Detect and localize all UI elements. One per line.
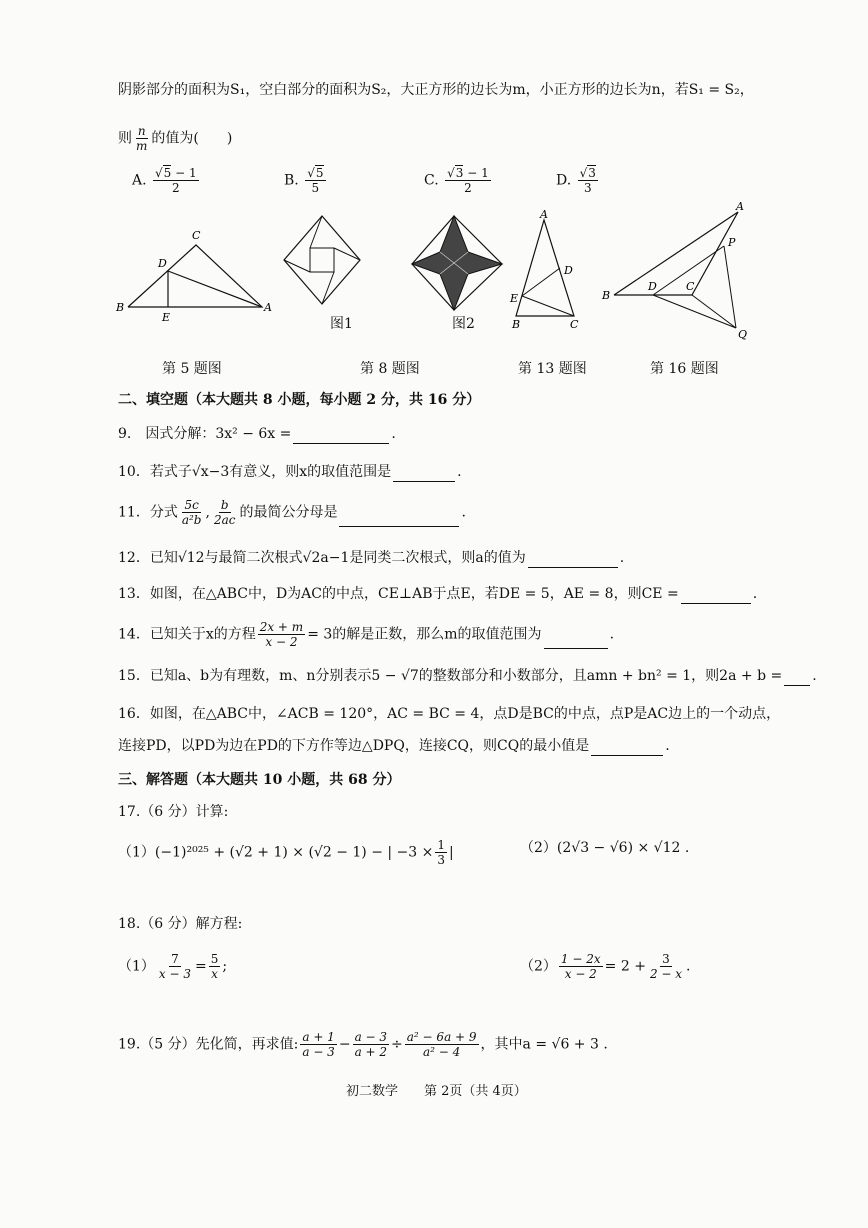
figure-16 (598, 200, 758, 340)
fig16-label-a: A (736, 200, 744, 213)
figure-8-2 (410, 212, 510, 312)
question-12: 12．已知√12与最简二次根式√2a−1是同类二次根式，则a的值为 . (118, 550, 625, 566)
fig5-label-d: D (158, 257, 167, 270)
question-18-part-2: （2） $\frac{1 - 2x}{x - 2}$ = 2 + $\frac{3}{2 - x}$ . (520, 952, 691, 981)
fig16-label-c: C (686, 280, 695, 293)
question-13: 13．如图，在△ABC中，D为AC的中点，CE⊥AB于点E，若DE = 5，AE = 8，则CE = . (118, 586, 758, 602)
question-14: 14．已知关于x的方程 $\frac{2x + m}{x - 2}$ = 3的解是正数，那么m的取值范围为 . (118, 620, 615, 649)
question-16-line-1: 16．如图，在△ABC中，∠ACB = 120°，AC = BC = 4，点D是BC的中点，点P是AC边上的一个动点， (118, 706, 781, 722)
fig8-1-caption: 图1 (330, 316, 353, 332)
fig13-label-b: B (512, 318, 521, 331)
fig16-label-q: Q (738, 328, 748, 341)
option-b: B. $\frac{√5}{5}$ (284, 166, 324, 195)
question-15: 15．已知a、b为有理数，m、n分别表示5 − √7的整数部分和小数部分，且amn + bn² = 1，则2a + b = . (118, 668, 817, 684)
fig13-caption: 第 13 题图 (518, 361, 587, 377)
fig5-label-c: C (192, 229, 201, 242)
page-footer: 初二数学 第 2页（共 4页） (346, 1084, 527, 1099)
fig5-label-e: E (162, 311, 171, 324)
figure-13 (506, 208, 596, 332)
fig16-caption: 第 16 题图 (650, 361, 719, 377)
fig13-label-c: C (570, 318, 579, 331)
section-2-heading: 二、填空题（本大题共 8 小题，每小题 2 分，共 16 分） (118, 392, 481, 408)
fig13-label-d: D (564, 264, 573, 277)
fig13-label-a: A (540, 208, 548, 221)
fig5-label-a: A (264, 301, 272, 314)
option-d: D. $\frac{√3}{3}$ (556, 166, 596, 195)
question-18-part-1: （1） $\frac{7}{x - 3}$ = $\frac{5}{x}$ ; (118, 952, 228, 981)
fig16-label-d: D (648, 280, 657, 293)
fig5-caption: 第 5 题图 (162, 361, 222, 377)
figure-8-1 (282, 212, 372, 312)
fig16-label-b: B (602, 289, 611, 302)
question-17-title: 17.（6 分）计算: (118, 804, 229, 820)
question-17-part-1: （1）(−1)²⁰²⁵ + (√2 + 1) × (√2 − 1) − | −3 × $\frac{1}{3}$ | (118, 838, 454, 867)
question-9: 9. 因式分解：3x² − 6x = . (118, 426, 396, 442)
option-c: C. $\frac{√3 - 1}{2}$ (424, 166, 489, 195)
q8-stem: 阴影部分的面积为S₁，空白部分的面积为S₂，大正方形的边长为m，小正方形的边长为n，若S₁ = S₂， (118, 82, 754, 98)
fig13-label-e: E (510, 292, 519, 305)
fig8-caption: 第 8 题图 (360, 361, 420, 377)
question-10: 10．若式子√x−3有意义，则x的取值范围是 . (118, 464, 462, 480)
question-19: 19.（5 分）先化简，再求值: $\frac{a + 1}{a - 3}$ − $\frac{a - 3}{a + 2}$ ÷ $\frac{\text{a² − 6a + 9}}{\text{a² − 4}}$ ，其中a = √6 + 3 . (118, 1030, 608, 1059)
question-11: 11．分式 $\frac{5c}{\text{a²b}}$ , $\frac{b}{2ac}$ 的最简公分母是 . (118, 498, 466, 527)
section-3-heading: 三、解答题（本大题共 10 小题，共 68 分） (118, 772, 401, 788)
question-17-part-2: （2）(2√3 − √6) × √12 . (520, 840, 690, 856)
figure-5 (110, 225, 280, 325)
fig5-label-b: B (116, 301, 125, 314)
fig8-2-caption: 图2 (452, 316, 475, 332)
question-18-title: 18.（6 分）解方程: (118, 916, 243, 932)
question-16-line-2: 连接PD，以PD为边在PD的下方作等边△DPQ，连接CQ，则CQ的最小值是 . (118, 738, 670, 754)
fig16-label-p: P (728, 236, 736, 249)
option-a: A. $\frac{√5 - 1}{2}$ (132, 166, 197, 195)
q8-ask: 则 $\frac{n}{m}$ 的值为( ) (118, 124, 233, 153)
